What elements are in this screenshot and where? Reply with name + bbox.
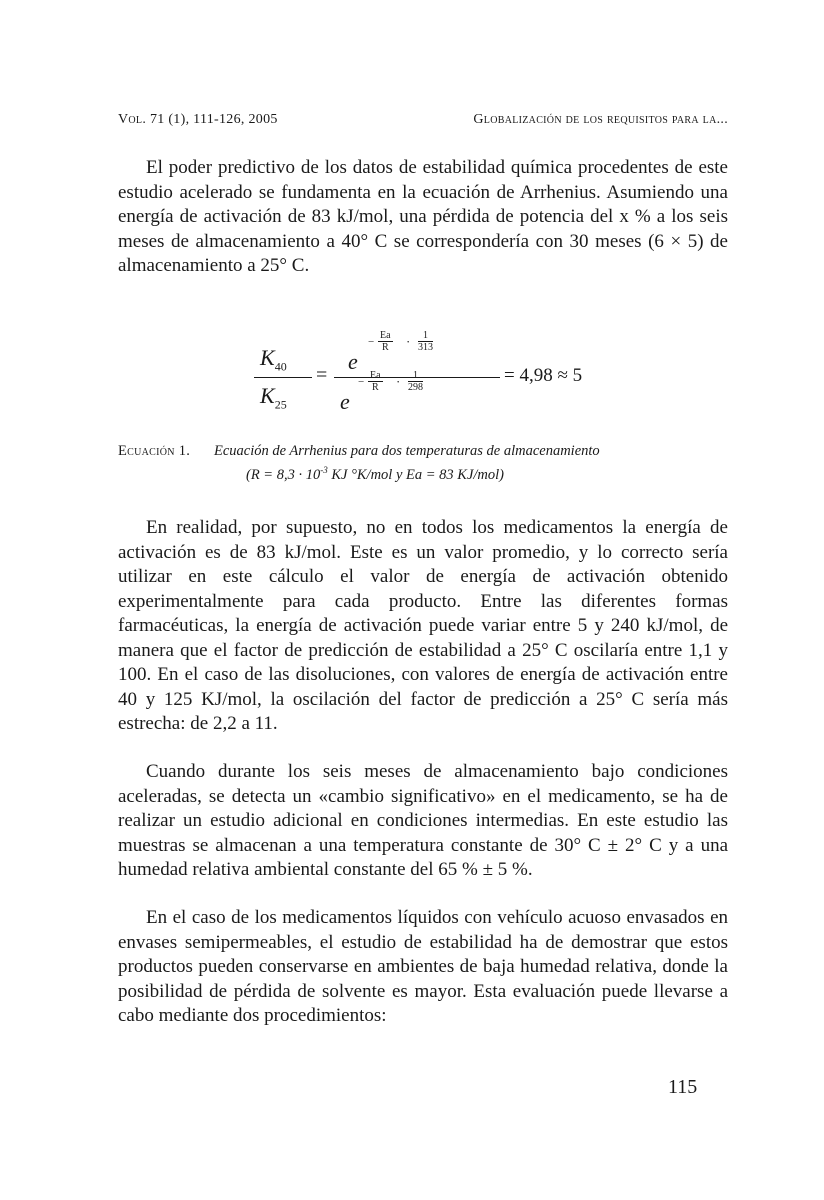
exponent-minus: − [358,376,365,388]
caption-line-2-end: KJ °K/mol y Ea = 83 KJ/mol) [327,466,505,483]
k-symbol: K [260,345,275,370]
k-subscript-40: 40 [274,359,287,374]
caption-line-1: Ecuación de Arrhenius para dos temperaturas de almacenamiento [214,443,600,459]
one-text: 1 [418,330,433,342]
r-text: R [371,382,379,393]
arrhenius-equation [250,328,610,418]
exponent-minus: − [368,336,375,348]
caption-exponent: -3 [320,465,328,475]
equation-result: = 4,98 ≈ 5 [504,365,583,386]
one-over-298 [408,370,423,394]
k25-term [260,383,287,412]
one-text: 1 [408,370,423,382]
multiply-dot: · [406,334,411,349]
temp-313: 313 [418,342,433,353]
running-header [118,112,728,132]
lhs-fraction-bar [254,377,312,378]
header-journal-volume: Vol. 71 (1), 111-126, 2005 [118,112,278,127]
paragraph-1: El poder predictivo de los datos de estabilidad química procedentes de este estudio acelerado se fundamenta en la ecuación de Arrhenius. Asumiendo una energía de activación de 83 kJ/mol, una pérdida de potencia del x % a los seis meses de almacenamiento a 40° C se correspondería con 30 meses (6 × 5) de almacenamiento a 25° C. [118,157,728,276]
one-over-313 [418,330,433,354]
k-symbol: K [260,383,275,408]
k-subscript-25: 25 [274,397,287,412]
ea-over-r [378,330,393,354]
page-number: 115 [668,1076,698,1098]
paragraph-2: En realidad, por supuesto, no en todos los medicamentos la energía de activación es de 83 kJ/mol. Este es un valor promedio, y lo correcto sería utilizar en este cálculo el valor de energía de activación obtenido experimentalmente para cada producto. Entre las diferentes formas farmacéuticas, la energía de activación puede variar entre 5 y 240 kJ/mol, de manera que el factor de predicción de estabilidad a 25° C oscilaría entre 1,1 y 100. En el caso de las disoluciones, con valores de energía de activación entre 40 y 125 KJ/mol, la oscilación del factor de predicción a 25° C sería más estrecha: de 2,2 a 11. [118,517,728,734]
temp-298: 298 [408,382,423,393]
header-article-title: Globalización de los requisitos para la... [473,112,728,127]
exponential-numerator: e [348,349,358,374]
k40-term [260,345,287,374]
caption-line-2 [246,461,504,485]
ea-over-r [368,370,383,394]
paragraph-3: Cuando durante los seis meses de almacenamiento bajo condiciones aceleradas, se detecta un «cambio significativo» en el medicamento, se ha de realizar un estudio adicional en condiciones intermedias. En este estudio las muestras se almacenan a una temperatura constante de 30° C ± 2° C y a una humedad relativa ambiental constante del 65 % ± 5 %. [118,761,728,880]
paragraph-4: En el caso de los medicamentos líquidos con vehículo acuoso envasados en envases semipermeables, el estudio de estabilidad ha de demostrar que estos productos pueden conservarse en ambientes de baja humedad relativa, donde la posibilidad de pérdida de solvente es mayor. Esta evaluación puede llevarse a cabo mediante dos procedimientos: [118,907,728,1026]
equals-sign: = [316,364,328,386]
exponential-denominator: e [340,389,350,414]
ea-text: Ea [370,370,381,381]
caption-label: Ecuación 1. [118,443,191,459]
r-text: R [381,342,389,353]
exponent-numerator [368,330,498,360]
caption-line-2-start: (R = 8,3 · 10 [246,466,321,483]
multiply-dot: · [396,374,401,389]
exponent-denominator [358,370,488,400]
ea-text: Ea [380,330,391,341]
